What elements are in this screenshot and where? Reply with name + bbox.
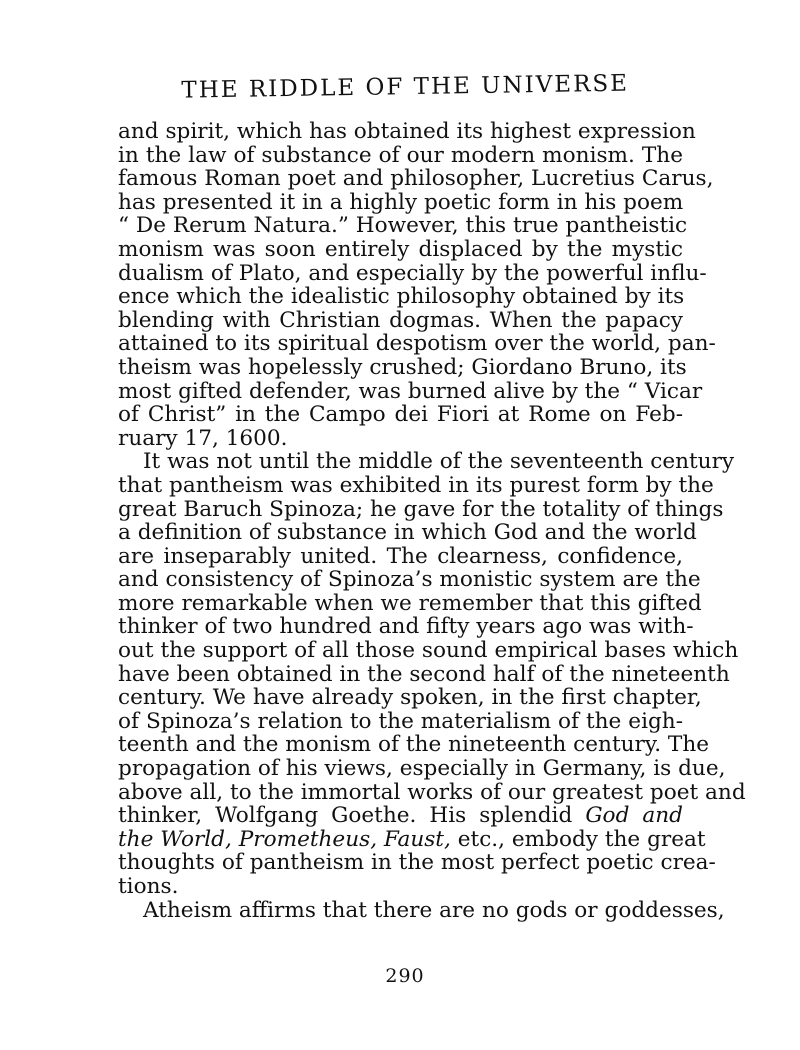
body-text (118, 119, 746, 923)
text-line (118, 826, 706, 852)
text-run: etc., embody the great (457, 826, 706, 852)
text-line: dualism of Plato, and especially by the powerful influ- (118, 260, 707, 286)
text-line: a definition of substance in which God and the world (118, 520, 697, 546)
text-line: century. We have already spoken, in the first chapter, (118, 685, 702, 711)
text-line: out the support of all those sound empirical bases which (118, 638, 739, 664)
text-line: attained to its spiritual despotism over the world, pan- (118, 331, 716, 357)
text-line: and spirit, which has obtained its highest expression (118, 119, 696, 144)
text-line: that pantheism was exhibited in its purest form by the (118, 472, 714, 498)
text-line (118, 804, 683, 828)
text-line: of Christ” in the Campo dei Fiori at Rome on Feb- (118, 402, 683, 428)
italic-title: the World, Prometheus, Faust, (118, 826, 451, 852)
text-line: teenth and the monism of the nineteenth century. The (118, 732, 710, 758)
text-line: ruary 17, 1600. (118, 425, 288, 451)
text-run: thinker, Wolfgang Goethe. His splendid (118, 803, 573, 829)
text-line: are inseparably united. The clearness, confidence, (118, 543, 683, 569)
text-line: It was not until the middle of the seventeenth century (143, 449, 735, 475)
text-line: most gifted defender, was burned alive by the “ Vicar (118, 378, 703, 404)
text-line: and consistency of Spinoza’s monistic system are the (118, 567, 701, 593)
text-line: “ De Rerum Natura.” However, this true pantheistic (118, 213, 688, 239)
text-line: tions. (118, 874, 179, 899)
text-line: monism was soon entirely displaced by the mystic (118, 236, 683, 262)
text-line: Atheism affirms that there are no gods or goddesses, (143, 897, 725, 923)
text-line: have been obtained in the second half of the nineteenth (118, 661, 730, 687)
text-line: propagation of his views, especially in Germany, is due, (118, 756, 726, 782)
text-line: more remarkable when we remember that this gifted (118, 590, 702, 616)
text-line: has presented it in a highly poetic form in his poem (118, 189, 684, 215)
text-line: above all, to the immortal works of our greatest poet and (118, 779, 746, 805)
italic-title: God and (585, 803, 683, 829)
text-line: thinker of two hundred and fifty years ago was with- (118, 614, 694, 640)
text-line: ence which the idealistic philosophy obtained by its (118, 284, 685, 310)
text-line: theism was hopelessly crushed; Giordano Bruno, its (118, 354, 687, 380)
text-line: famous Roman poet and philosopher, Lucretius Carus, (118, 166, 714, 192)
text-line: thoughts of pantheism in the most perfect poetic crea- (118, 850, 716, 876)
running-head: THE RIDDLE OF THE UNIVERSE (181, 70, 630, 104)
page-number: 290 (385, 965, 425, 987)
text-line: in the law of substance of our modern monism. The (118, 142, 683, 168)
text-line: blending with Christian dogmas. When the papacy (118, 307, 683, 333)
text-line: great Baruch Spinoza; he gave for the totality of things (118, 496, 724, 522)
text-line: of Spinoza’s relation to the materialism of the eigh- (118, 708, 683, 734)
